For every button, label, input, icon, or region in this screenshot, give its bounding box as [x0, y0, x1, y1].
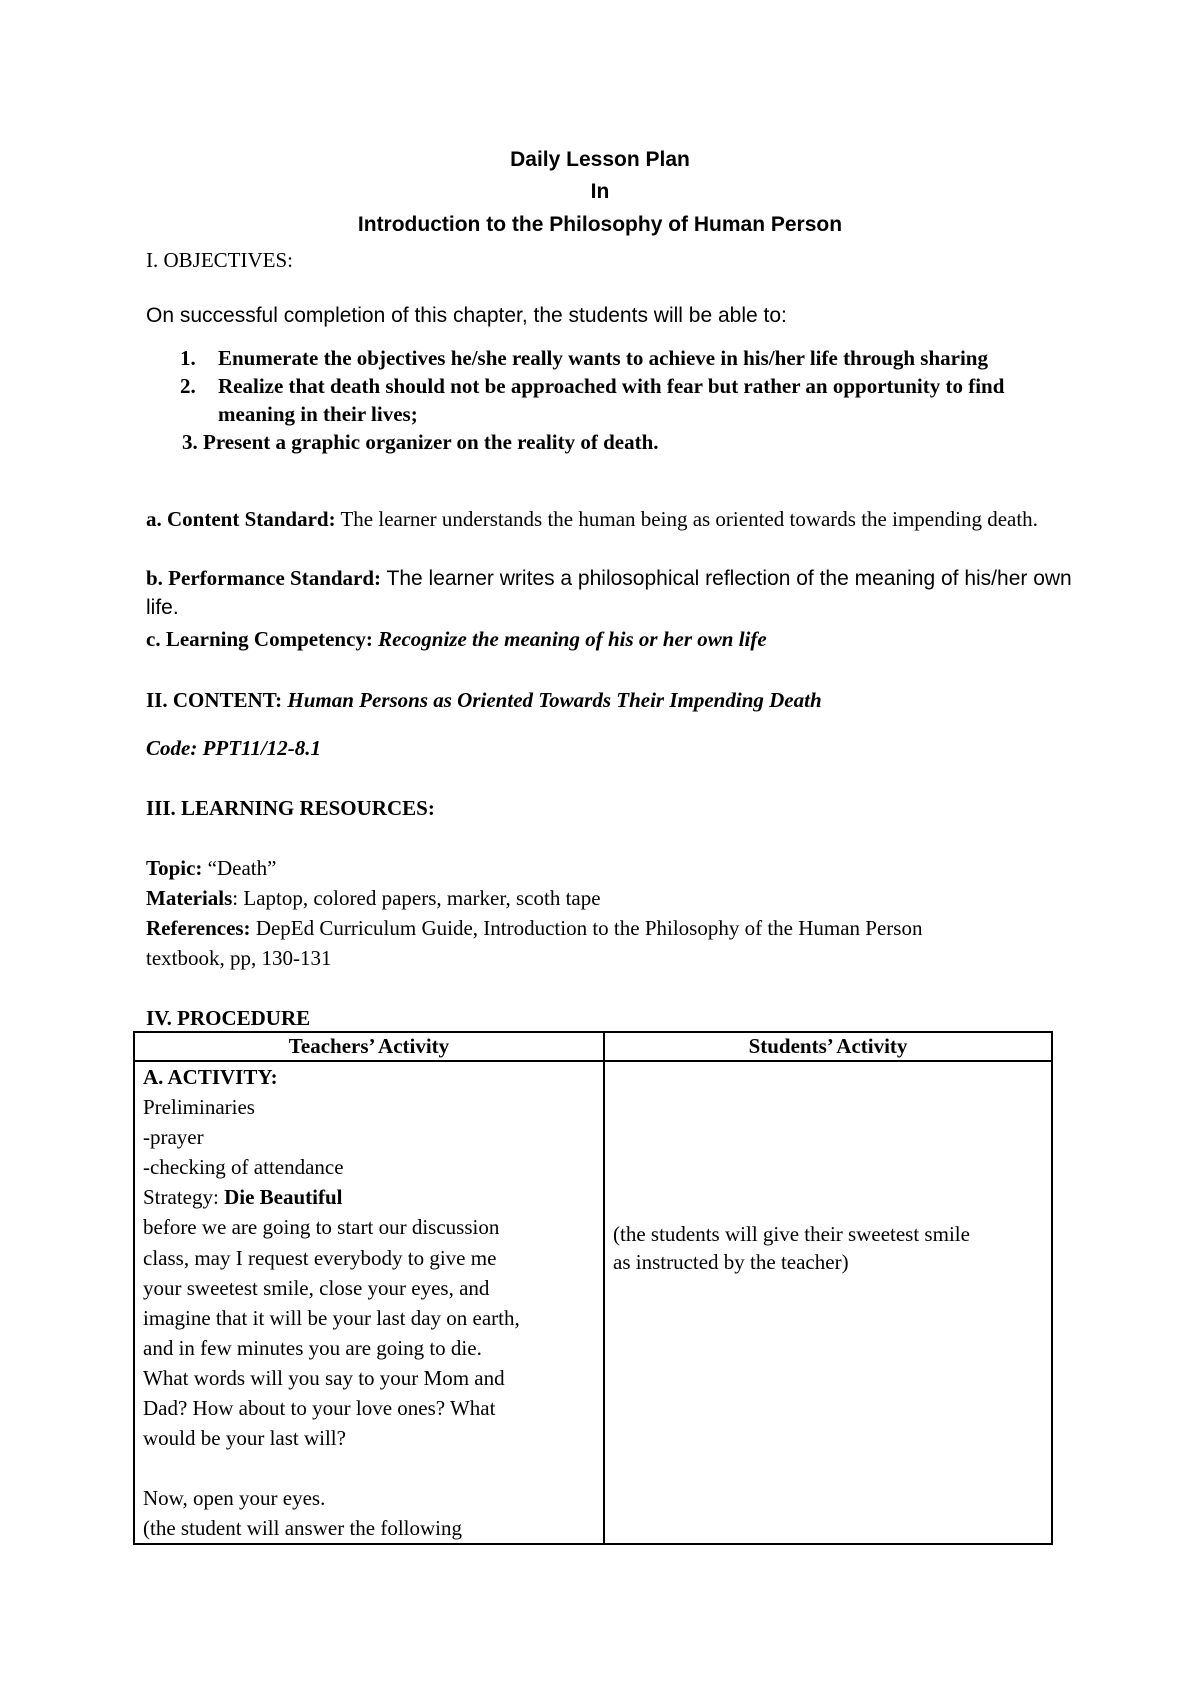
activity-heading: A. ACTIVITY: — [143, 1065, 278, 1089]
teacher-line: imagine that it will be your last day on earth, — [143, 1305, 520, 1330]
student-response — [613, 1220, 1043, 1276]
content-section — [146, 686, 822, 714]
doc-title: Daily Lesson Plan — [510, 148, 690, 171]
performance-standard-label: b. Performance Standard: — [146, 566, 382, 590]
students-activity-cell — [604, 1061, 1052, 1544]
objectives-heading: I. OBJECTIVES: — [146, 248, 293, 272]
topic-value: “Death” — [202, 856, 277, 880]
strategy-line — [143, 1182, 595, 1212]
teacher-line: Preliminaries — [143, 1095, 255, 1120]
content-label: II. CONTENT: — [146, 688, 283, 712]
performance-standard-text: The learner writes a philosophical reflection of the meaning of his/her own life. — [146, 567, 1072, 619]
strategy-label: Strategy: — [143, 1185, 225, 1210]
teacher-line: before we are going to start our discussion — [143, 1215, 500, 1240]
doc-subject-title: Introduction to the Philosophy of Human Person — [357, 213, 843, 236]
references-line1: DepEd Curriculum Guide, Introduction to the Philosophy of the Human Person — [250, 916, 923, 940]
doc-subtitle-in: In — [590, 180, 610, 203]
students-activity-header: Students’ Activity — [604, 1032, 1052, 1061]
teacher-line: (the student will answer the following — [143, 1516, 463, 1541]
teacher-line: What words will you say to your Mom and — [143, 1365, 505, 1390]
teacher-line: -prayer — [143, 1125, 204, 1150]
student-line: (the students will give their sweetest smile — [613, 1222, 970, 1246]
content-standard-label: a. Content Standard: — [146, 507, 336, 531]
procedure-heading: IV. PROCEDURE — [146, 1006, 311, 1030]
table-row — [134, 1061, 1052, 1544]
references-label: References: — [146, 916, 251, 940]
procedure-table — [133, 1031, 1053, 1545]
objectives-list — [172, 344, 1072, 456]
materials-label: Materials — [146, 886, 233, 910]
teachers-activity-header: Teachers’ Activity — [134, 1032, 604, 1061]
teacher-line: would be your last will? — [143, 1426, 346, 1451]
strategy-name: Die Beautiful — [224, 1185, 343, 1210]
content-standard-text: The learner understands the human being as oriented towards the impending death. — [335, 507, 1038, 531]
objective-item-1 — [172, 344, 1072, 372]
teacher-line: Now, open your eyes. — [143, 1486, 326, 1511]
teacher-line: your sweetest smile, close your eyes, and — [143, 1275, 490, 1300]
objective-item-3 — [172, 428, 1072, 456]
blank-line — [143, 1453, 595, 1483]
content-text: Human Persons as Oriented Towards Their Impending Death — [287, 688, 822, 712]
teachers-activity-cell — [134, 1061, 604, 1544]
resources-heading: III. LEARNING RESOURCES: — [146, 796, 435, 820]
teacher-line: -checking of attendance — [143, 1155, 344, 1180]
learning-competency — [146, 625, 767, 653]
objective-number: 1. — [180, 346, 196, 370]
learning-competency-text: Recognize the meaning of his or her own life — [378, 627, 767, 651]
topic-label: Topic: — [146, 856, 203, 880]
objective-text: Realize that death should not be approached with fear but rather an opportunity to find meaning in their lives; — [218, 374, 1005, 426]
resources-topic — [146, 854, 276, 882]
table-header-row — [134, 1032, 1052, 1061]
objective-text: Enumerate the objectives he/she really wants to achieve in his/her life through sharing — [218, 346, 988, 370]
objective-item-2 — [172, 372, 1072, 428]
materials-value: : Laptop, colored papers, marker, scoth tape — [232, 886, 601, 910]
objective-text: Present a graphic organizer on the reality of death. — [203, 430, 659, 454]
objective-number: 3. — [182, 430, 198, 454]
resources-materials — [146, 884, 601, 912]
teacher-line: class, may I request everybody to give me — [143, 1245, 497, 1270]
objectives-intro: On successful completion of this chapter, the students will be able to: — [146, 304, 787, 327]
learning-competency-label: c. Learning Competency: — [146, 627, 373, 651]
content-standard — [146, 505, 1076, 534]
teacher-line: Dad? How about to your love ones? What — [143, 1396, 496, 1421]
student-line: as instructed by the teacher) — [613, 1250, 849, 1274]
performance-standard — [146, 564, 1076, 622]
objective-number: 2. — [180, 374, 196, 398]
content-code: Code: PPT11/12-8.1 — [146, 736, 321, 760]
teacher-line: and in few minutes you are going to die. — [143, 1335, 482, 1360]
references-line2: textbook, pp, 130-131 — [146, 946, 332, 970]
resources-references — [146, 914, 922, 942]
